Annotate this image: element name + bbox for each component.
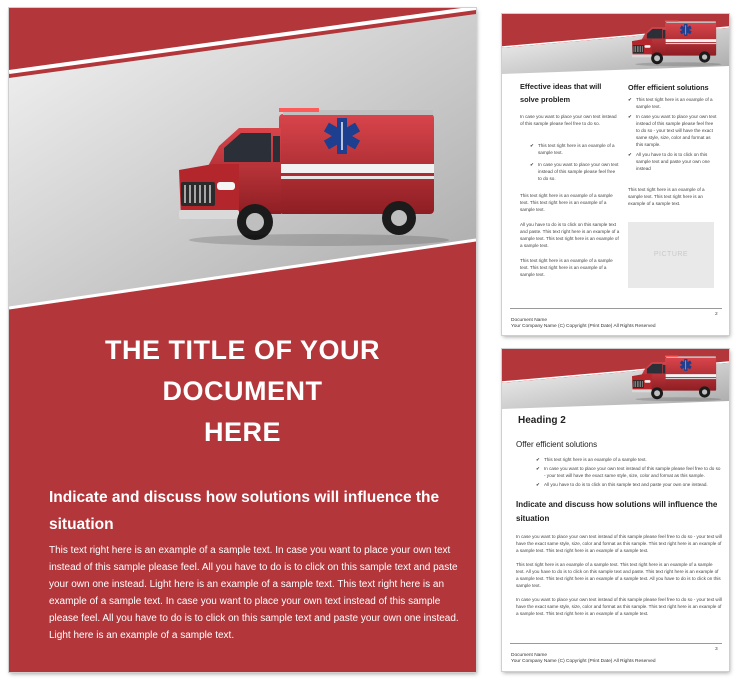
paragraph: All you have to do is to click on this sample text and paste. This text right here is an example of a sample text. This text right here is an example of a sample text.	[520, 222, 620, 248]
page-3-heading: Heading 2	[518, 415, 566, 426]
page-2-header-art	[502, 14, 729, 74]
page-3-paragraphs	[516, 533, 722, 617]
page-3-footer	[511, 653, 656, 665]
page-2-left-intro: In case you want to place your own text instead of this sample please feel free to do so.	[520, 114, 617, 126]
page-2-left-bullets	[530, 142, 620, 182]
footer-company: Your Company Name (C) Copyright (Print Date) All Rights Reserved	[511, 324, 656, 329]
page-3-subheading: Offer efficient solutions	[516, 440, 598, 449]
cover-header-art	[9, 8, 476, 313]
page-2-thumbnail[interactable]	[502, 14, 729, 335]
paragraph: This text right here is an example of a sample text. This text right here is an example of a sample text. All you have to do is to click on this sample text and paste. This text right here is an example of a sample text. This text right here is an example of a sample text. All you have to do is to click on this sample text.	[516, 562, 721, 588]
picture-placeholder[interactable]: PICTURE	[628, 222, 714, 288]
page-3-thumbnail[interactable]	[502, 349, 729, 671]
page-2-footer	[511, 318, 656, 330]
footer-company: Your Company Name (C) Copyright (Print Date) All Rights Reserved	[511, 659, 656, 664]
page-2-left-paragraphs	[520, 192, 620, 278]
paragraph: In case you want to place your own text instead of this sample please feel free to do so - your text will have the exact same style, size, color and format as this sample. This text right here is an example of a sample text. This text right here is an example of a sample text.	[516, 597, 722, 616]
list-item: ✔ All you have to do is to click on this sample text and paste your own one instead.	[536, 481, 722, 488]
document-title	[9, 330, 476, 453]
paragraph: This text right here is an example of a sample text. This text right here is an example of a sample text.	[520, 193, 613, 212]
page-2-right-bullets	[628, 96, 718, 172]
title-line-3: HERE	[203, 417, 281, 447]
list-item: ✔ All you have to do is to click on this sample text and paste your own one instead	[628, 151, 718, 172]
list-item: ✔ In case you want to place your own text instead of this sample please feel free to do so - your text will have the exact same style, size, color and format as this sample.	[628, 113, 718, 148]
list-item: ✔ In case you want to place your own text instead of this sample please feel free to do so - your text will have the exact same style, size, color and format as this sample.	[536, 465, 722, 479]
list-item: ✔ This text right here is an example of a sample text.	[530, 142, 620, 156]
cover-page	[9, 8, 476, 672]
footer-document-name: Document Name	[511, 318, 547, 323]
title-line-1: THE TITLE OF YOUR	[104, 335, 380, 365]
list-item: ✔ This text right here is an example of a sample text.	[536, 456, 722, 463]
page-2-left-heading: Effective ideas that will solve problem	[520, 82, 602, 104]
cover-subtitle: Indicate and discuss how solutions will influence the situation	[49, 489, 440, 533]
page-3-bullets	[536, 456, 722, 488]
page-3-header-art	[502, 349, 729, 409]
page-3-footer-rule	[510, 643, 722, 644]
page-3-number: 3	[715, 647, 718, 652]
paragraph: In case you want to place your own text instead of this sample please feel free to do so - your text will have the exact same style, size, color and format as this sample. This text right here is an example of a sample text. This text right here is an example of a sample text.	[516, 534, 722, 553]
list-item: ✔ This text right here is an example of a sample text.	[628, 96, 718, 110]
page-3-section-heading: Indicate and discuss how solutions will influence the situation	[516, 500, 718, 523]
page-2-footer-rule	[510, 308, 722, 309]
page-2-right-paragraph: This text right here is an example of a sample text. This text right here is an example of a sample text.	[628, 187, 705, 206]
cover-body-text: This text right here is an example of a sample text. In case you want to place your own text instead of this sample please feel. All you have to do is to click on this sample text and paste your own one instead. Light here is an example of a sample text. This text right here is an example of a sample text. In case you want to place your own text instead of this sample please feel. All you have to do is to click on this sample text and paste your own one instead. Light here is an example of a sample text.	[49, 545, 459, 641]
footer-document-name: Document Name	[511, 653, 547, 658]
page-2-number: 2	[715, 312, 718, 317]
title-line-2: DOCUMENT	[162, 376, 323, 406]
page-2-right-heading: Offer efficient solutions	[628, 83, 709, 92]
list-item: ✔ In case you want to place your own text instead of this sample please feel free to do so.	[530, 161, 620, 182]
paragraph: This text right here is an example of a sample text. This text right here is an example of a sample text.	[520, 258, 613, 277]
